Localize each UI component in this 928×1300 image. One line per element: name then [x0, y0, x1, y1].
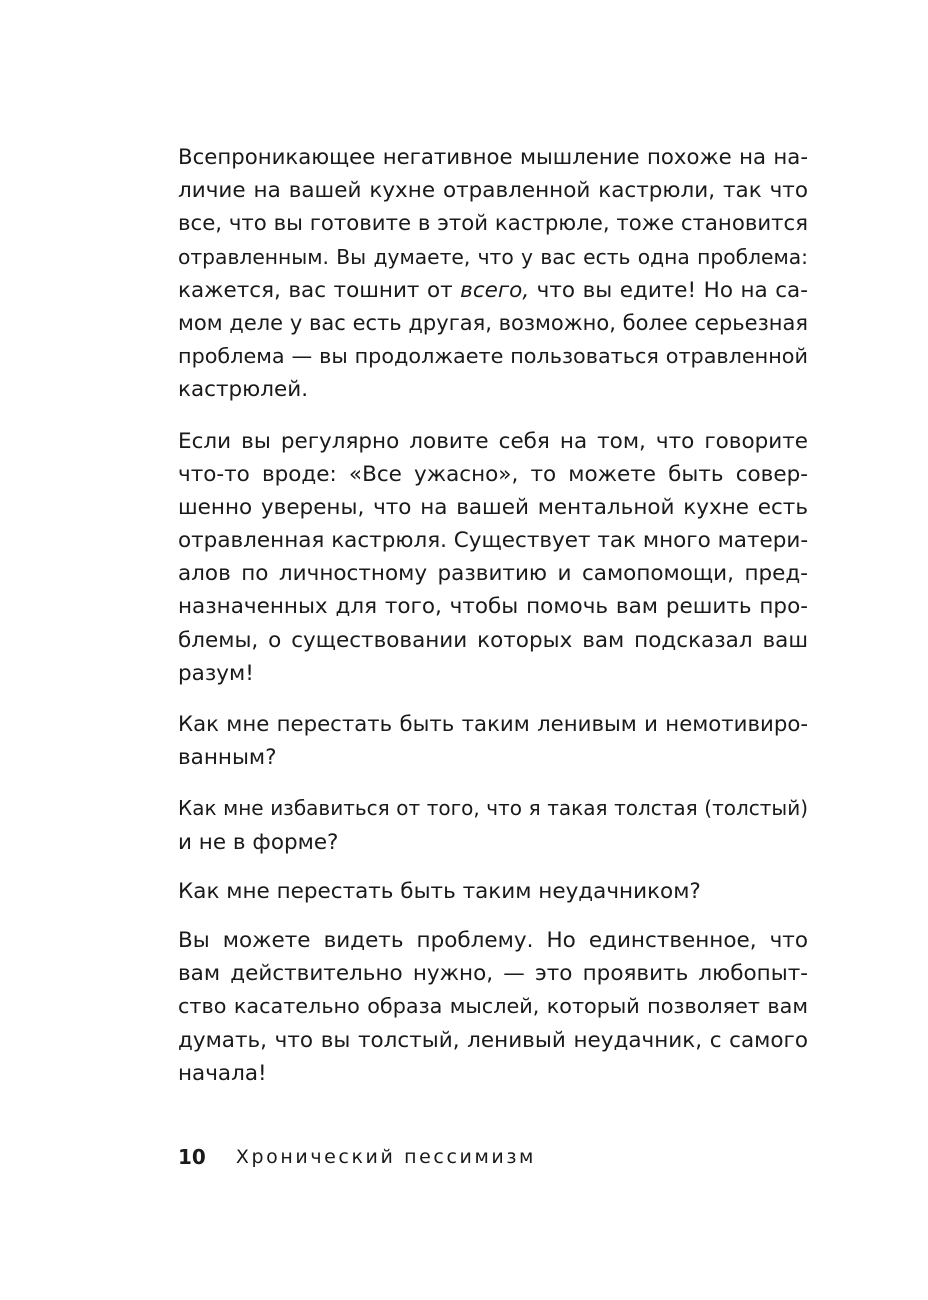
text-line: личие на вашей кухне отравленной кастрюли, так что — [178, 178, 808, 204]
text-line: что-то вроде: «Все ужасно», то можете быть совер- — [178, 461, 808, 487]
text-line: проблема — вы продолжаете пользоваться отравленной — [178, 344, 808, 369]
text-line: вам действительно нужно, — это проявить любопыт- — [178, 961, 808, 987]
text-line: Как мне избавиться от того, что я такая толстая (толстый) — [178, 796, 808, 821]
paragraph-spacer — [178, 690, 808, 708]
text-line — [178, 274, 808, 307]
text-segment: кажется, вас тошнит от — [178, 277, 461, 303]
paragraph-spacer — [178, 774, 808, 792]
text-line: разум! — [178, 660, 254, 686]
paragraph — [178, 708, 808, 774]
text-line: Как мне перестать быть таким ленивым и немотивиро- — [178, 712, 808, 737]
text-line: все, что вы готовите в этой кастрюле, тоже становится — [178, 211, 808, 237]
paragraph — [178, 425, 808, 691]
text-line: мом деле у вас есть другая, возможно, более серьезная — [178, 310, 808, 335]
text-line: ство касательно образа мыслей, который позволяет вам — [178, 994, 808, 1019]
running-title: Хронический пессимизм — [235, 1146, 536, 1168]
text-line: кастрюлей. — [178, 377, 309, 403]
body-text — [178, 141, 808, 1090]
emphasized-text: всего, — [460, 277, 530, 303]
paragraph — [178, 141, 808, 407]
page-footer — [178, 1143, 536, 1171]
paragraph-spacer — [178, 908, 808, 924]
paragraph — [178, 924, 808, 1090]
text-line: шенно уверены, что на вашей ментальной кухне есть — [178, 494, 808, 520]
text-segment: что вы едите! Но на са- — [529, 277, 808, 303]
text-line: блемы, о существовании которых вам подсказал ваш — [178, 627, 808, 653]
paragraph — [178, 875, 808, 908]
text-line: начала! — [178, 1060, 267, 1086]
text-line: думать, что вы толстый, ленивый неудачник, с самого — [178, 1027, 808, 1053]
text-line: назначенных для того, чтобы помочь вам решить про- — [178, 594, 808, 620]
text-line: отравленным. Вы думаете, что у вас есть одна проблема: — [178, 244, 808, 269]
text-line: ванным? — [178, 745, 277, 771]
text-line: Всепроникающее негативное мышление похоже на на- — [178, 145, 808, 170]
text-line: Если вы регулярно ловите себя на том, что говорите — [178, 428, 808, 454]
page-number: 10 — [178, 1145, 206, 1169]
paragraph-spacer — [178, 859, 808, 875]
text-line: и не в форме? — [178, 829, 339, 855]
paragraph-spacer — [178, 407, 808, 425]
text-line: алов по личностному развитию и самопомощи, пред- — [178, 561, 808, 587]
text-line: Вы можете видеть проблему. Но единственное, что — [178, 927, 808, 953]
text-line: отравленная кастрюля. Существует так много матери- — [178, 528, 809, 554]
text-line: Как мне перестать быть таким неудачником? — [178, 878, 701, 904]
paragraph — [178, 792, 808, 858]
